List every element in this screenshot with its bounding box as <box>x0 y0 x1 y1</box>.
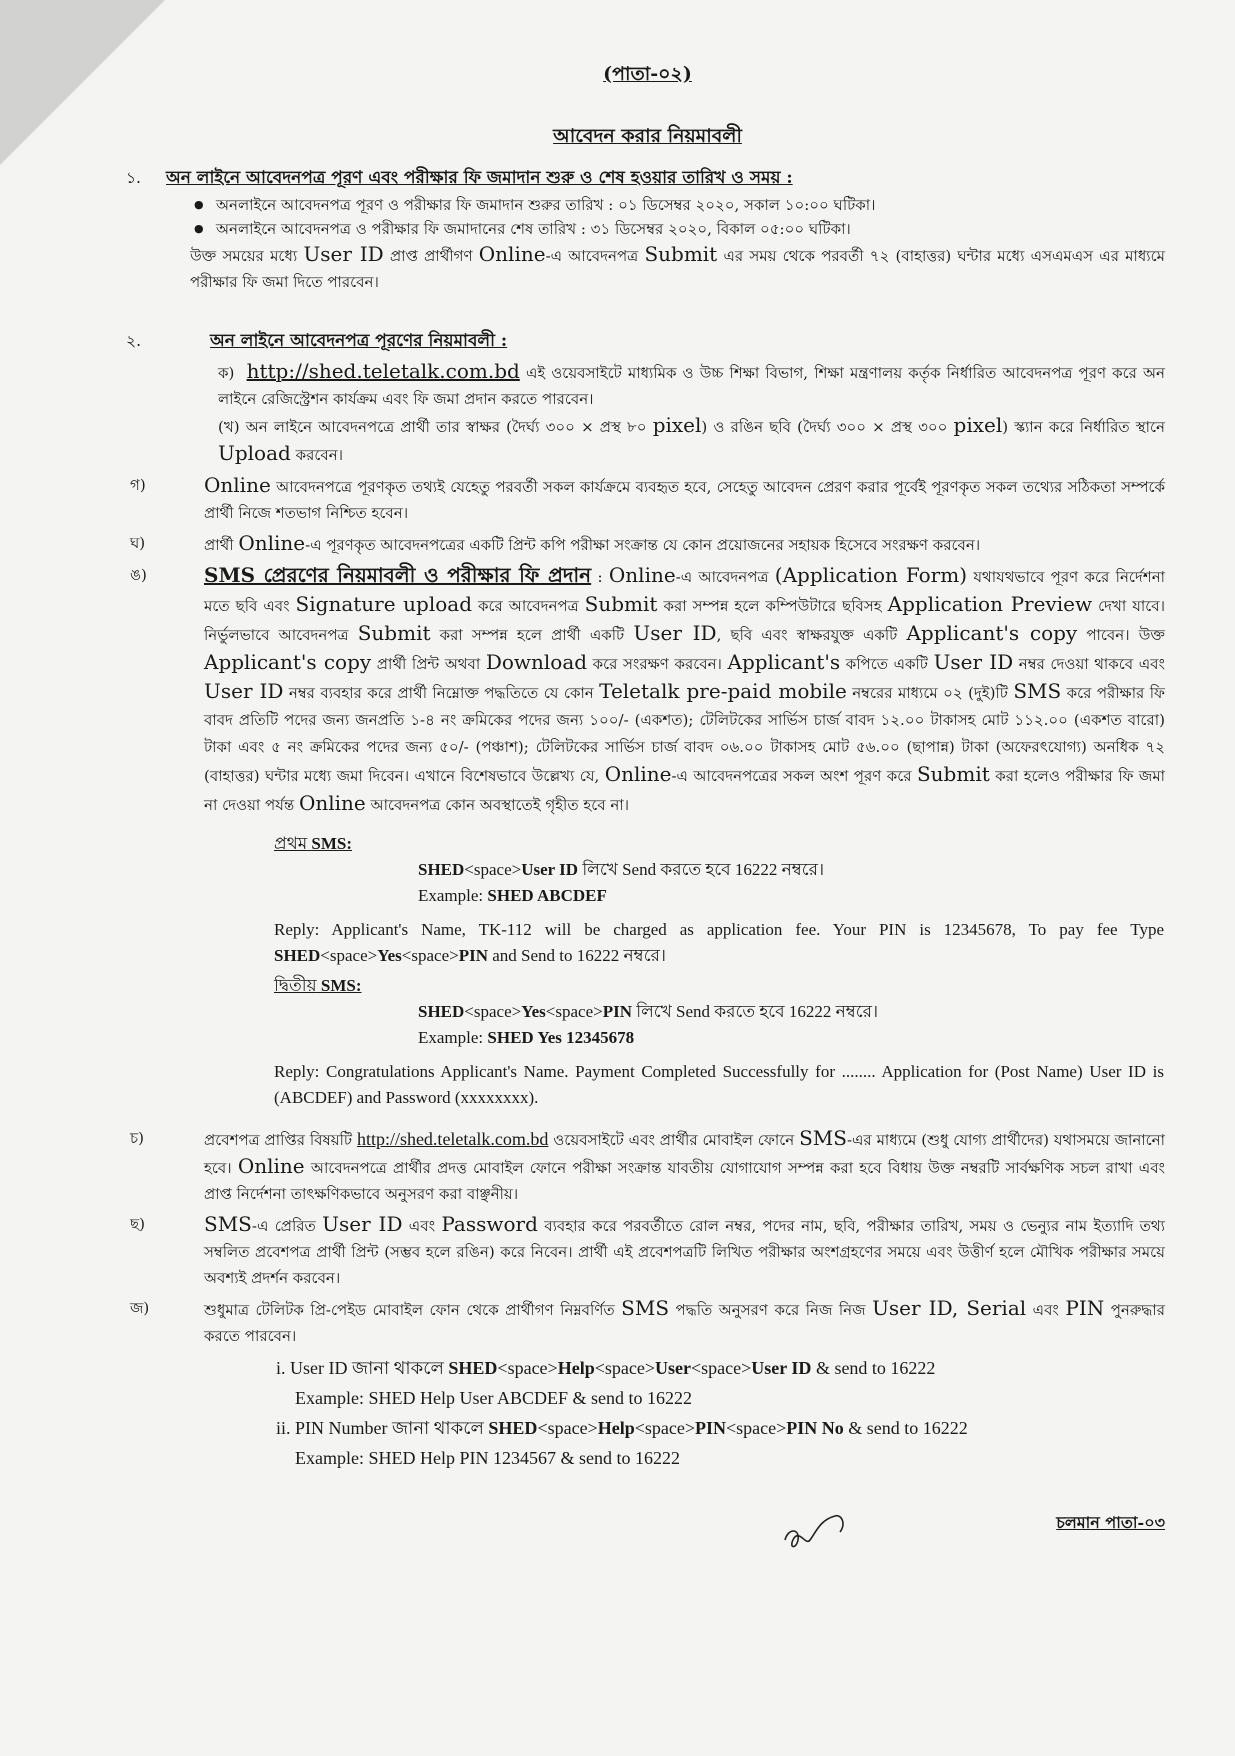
section-2 <box>126 329 1165 468</box>
item-ka <box>218 358 1165 412</box>
text: করে আবেদনপত্র <box>472 597 585 615</box>
section-2-title: অন লাইনে আবেদনপত্র পূরণের নিয়মাবলী : <box>210 331 508 351</box>
text: Yes <box>377 946 402 965</box>
text: Online <box>608 563 676 587</box>
text: নম্বর ব্যবহার করে প্রার্থী নিম্নোক্ত পদ্ধতিতে যে কোন <box>283 684 600 702</box>
text: <space> <box>690 1358 752 1378</box>
text: SHED <box>448 1358 498 1378</box>
document-title: আবেদন করার নিয়মাবলী <box>553 125 742 147</box>
item-label: জ) <box>130 1299 150 1317</box>
sms-first-block <box>130 831 1165 969</box>
text: Help <box>557 1358 595 1378</box>
website-link[interactable]: http://shed.teletalk.com.bd <box>356 1129 549 1149</box>
text: ) ও রঙিন ছবি (দৈর্ঘ্য ৩০০ × প্রস্থ ৩০০ <box>701 418 954 436</box>
text: Applicant's copy <box>204 650 372 674</box>
text: User ID <box>204 679 284 703</box>
text: প্রবেশপত্র প্রাপ্তির বিষয়টি <box>204 1131 357 1149</box>
text: <space> <box>401 946 459 965</box>
item-kha <box>218 412 1165 468</box>
sms-second-command <box>418 999 1165 1025</box>
text: Applicant's copy <box>906 621 1078 645</box>
text: SHED <box>274 946 321 965</box>
text: User ID <box>521 860 579 879</box>
text: প্রথম <box>274 834 308 853</box>
text: SMS: <box>316 976 362 995</box>
item-ga <box>130 472 1165 526</box>
text: (খ) অন লাইনে আবেদনপত্রে প্রার্থী তার স্বাক্ষর (দৈর্ঘ্য ৩০০ × প্রস্থ ৮০ <box>218 418 653 436</box>
text: -এর মাধ্যমে (শুধু যোগ্য প্রার্থীদের) যথাসময়ে জানানো হবে। <box>204 1131 1165 1177</box>
sms-first-command <box>418 857 1165 883</box>
text: SHED <box>418 1002 465 1021</box>
text: প্রার্থী প্রিন্ট অথবা <box>371 655 486 673</box>
text: প্রার্থী <box>204 536 239 554</box>
item-label: ক) <box>218 364 235 382</box>
text: এবং <box>402 1217 442 1235</box>
recovery-user-id <box>276 1353 1165 1383</box>
text: আবেদনপত্রে প্রার্থীর প্রদত্ত মোবাইল ফোনে পরীক্ষা সংক্রান্ত যাবতীয় যোগাযোগ সম্পন্ন করা হবে বিধায় উক্ত নম্বরটি সার্বক্ষণিক সচল রাখা এবং প্রাপ্ত নির্দেশনা তাৎক্ষণিকভাবে অনুসরণ করা বাঞ্ছনীয়। <box>204 1159 1165 1203</box>
sms-second-example <box>418 1025 1165 1051</box>
text: User ID <box>751 1358 812 1378</box>
text: User ID <box>303 242 384 266</box>
section-1-bullets <box>190 193 1165 241</box>
text: SMS <box>799 1126 847 1150</box>
text: SHED Yes 12345678 <box>487 1028 635 1047</box>
text: Example: <box>418 886 488 905</box>
text: Online <box>204 473 271 497</box>
website-link[interactable]: http://shed.teletalk.com.bd <box>246 359 520 383</box>
text: ওয়েবসাইটে এবং প্রার্থীর মোবাইল ফোনে <box>548 1131 800 1149</box>
text: <space> <box>726 1418 787 1438</box>
text: Online <box>298 791 366 815</box>
text: Download <box>485 650 588 674</box>
text: প্রাপ্ত প্রার্থীগণ <box>383 247 479 265</box>
text: করা সম্পন্ন হলে কম্পিউটারে ছবিসহ <box>657 597 888 615</box>
text: পুনরুদ্ধার করতে পারবেন। <box>204 1301 1165 1345</box>
section-1-title: অন লাইনে আবেদনপত্র পূরণ এবং পরীক্ষার ফি জমাদান শুরু ও শেষ হওয়ার তারিখ ও সময় : <box>166 168 793 188</box>
document-page <box>126 60 1166 1532</box>
text: <space> <box>594 1358 655 1378</box>
text: ব্যবহার করে পরবর্তীতে রোল নম্বর, পদের নাম, ছবি, পরীক্ষার তারিখ, সময় ও ভেন্যুর নাম ইত্যাদি তথ্য সম্বলিত প্রবেশপত্র প্রার্থী প্রিন্ট (সম্ভব হলে রঙিন) করে নিবেন। প্রার্থী এই প্রবেশপত্রটি লিখিত পরীক্ষার অংশগ্রহণের সময়ে এবং উত্তীর্ণ হলে মৌখিক পরীক্ষার সময়ে অবশ্যই প্রদর্শন করবেন। <box>204 1217 1165 1287</box>
text: SMS: <box>307 834 353 853</box>
text: pixel <box>953 413 1003 437</box>
text: -এ আবেদনপত্র <box>675 568 775 586</box>
text: উক্ত সময়ের মধ্যে <box>190 247 304 265</box>
text: করে পরীক্ষার ফি বাবদ প্রতিটি পদের জন্য জনপ্রতি ১-৪ নং ক্রমিকের পদের জন্য ১০০/- (একশত); টেলিটকের সার্ভিস চার্জ বাবদ ১২.০০ টাকাসহ মোট ১১২.০০ (একশত বারো) টাকা এবং ৫ নং ক্রমিকের পদের জন্য ৫০/- (পঞ্চাশ); টেলিটকের সার্ভিস চার্জ বাবদ ০৬.০০ টাকাসহ মোট ৫৬.০০ (ছাপান্ন) টাকা (অফেরৎযোগ্য) অনধিক ৭২ (বাহাত্তর) ঘন্টার মধ্যে জমা দিবেন। এখানে বিশেষভাবে উল্লেখ্য যে, <box>204 684 1165 785</box>
section-1 <box>126 166 1165 295</box>
text: Password <box>441 1212 538 1236</box>
sms-second-heading <box>274 973 1165 999</box>
text: ii. PIN Number জানা থাকলে <box>276 1418 489 1438</box>
sms-second-reply: Reply: Congratulations Applicant's Name. Payment Completed Successfully for ........ Application for (Post Name) User ID is (ABCDEF) and Password (xxxxxxxx). <box>274 1062 1164 1107</box>
bullet-end-date: ● অনলাইনে আবেদনপত্র ও পরীক্ষার ফি জমাদানের শেষ তারিখ : ৩১ ডিসেম্বর ২০২০, বিকাল ০৫:০০ ঘটিকা। <box>190 217 1165 241</box>
text: নম্বর দেওয়া থাকবে এবং <box>1013 655 1165 673</box>
text: কপিতে একটি <box>840 655 934 673</box>
section-number: ১. <box>126 169 141 187</box>
text: Online <box>478 242 546 266</box>
text: , ছবি এবং স্বাক্ষরযুক্ত একটি <box>716 626 907 644</box>
item-gha <box>130 530 1165 558</box>
text: যথাযথভাবে পূরণ করে নির্দেশনা মতে ছবি এবং <box>204 568 1165 615</box>
item-label: চ) <box>130 1129 144 1147</box>
text: <space> <box>634 1418 696 1438</box>
text: (Application Form) <box>774 563 968 587</box>
text: SHED ABCDEF <box>487 886 607 905</box>
text: এবং <box>1026 1301 1066 1319</box>
text: PIN <box>1065 1296 1105 1320</box>
text: Yes <box>521 1002 546 1021</box>
text: and Send to 16222 নম্বরে। <box>488 946 666 965</box>
text: User ID <box>633 621 717 645</box>
text: পাবেন। উক্ত <box>1077 626 1165 644</box>
sms-first-example <box>418 883 1165 909</box>
item-label: ছ) <box>130 1215 145 1233</box>
item-cha <box>130 1125 1165 1207</box>
continued-next-page: চলমান পাতা-০৩ <box>1056 1513 1165 1532</box>
text: Teletalk pre-paid mobile <box>599 679 847 703</box>
sms-first-heading <box>274 831 1165 857</box>
text: করবেন। <box>290 446 344 464</box>
text: <space> <box>537 1418 598 1438</box>
text: করে সংরক্ষণ করবেন। <box>587 655 728 673</box>
text: -এ আবেদনপত্র <box>545 247 645 265</box>
text: Online <box>237 1154 305 1178</box>
bullet-start-date: ● অনলাইনে আবেদনপত্র পূরণ ও পরীক্ষার ফি জমাদান শুরুর তারিখ : ০১ ডিসেম্বর ২০২০, সকাল ১০:০০ ঘটিকা। <box>190 193 1165 217</box>
text: আবেদনপত্রে পূরণকৃত তথ্যই যেহেতু পরবর্তী সকল কার্যক্রমে ব্যবহৃত হবে, সেহেতু আবেদন প্রেরণ করার পূর্বেই পূরণকৃত সকল তথ্যের সঠিকতা সম্পর্কে প্রার্থী নিজে শতভাগ নিশ্চিত হবেন। <box>204 478 1165 522</box>
item-umo <box>130 562 1165 819</box>
text: SHED <box>418 860 465 879</box>
text: Applicant's <box>727 650 841 674</box>
text: Reply: Applicant's Name, TK-112 will be charged as application fee. Your PIN is 12345678, To pay fee Type <box>274 920 1164 939</box>
text: User <box>655 1358 691 1378</box>
text: Example: <box>418 1028 488 1047</box>
text: & send to 16222 <box>811 1358 936 1378</box>
item-heading: SMS প্রেরণের নিয়মাবলী ও পরীক্ষার ফি প্রদান <box>204 563 592 587</box>
text: pixel <box>652 413 702 437</box>
text: এর সময় থেকে পরবর্তী ৭২ (বাহাত্তর) ঘন্টার মধ্যে এসএমএস এর মাধ্যমে পরীক্ষার ফি জমা দিতে পারবেন। <box>190 247 1165 291</box>
text: : <box>591 568 609 586</box>
text: Signature upload <box>295 592 472 616</box>
page-number: (পাতা-০২) <box>603 63 692 85</box>
text: User ID <box>322 1212 403 1236</box>
section-1-note <box>190 241 1165 295</box>
text: দেখা যাবে। নির্ভুলভাবে আবেদনপত্র <box>204 597 1165 644</box>
text: <space> <box>464 1002 522 1021</box>
text: <space> <box>320 946 378 965</box>
text: User ID, Serial <box>872 1296 1027 1320</box>
text: Submit <box>644 242 718 266</box>
text: <space> <box>464 860 522 879</box>
text: লিখে Send করতে হবে 16222 নম্বরে। <box>632 1002 879 1021</box>
text: Online <box>238 531 306 555</box>
text: PIN No <box>786 1418 844 1438</box>
text: আবেদনপত্র কোন অবস্থাতেই গৃহীত হবে না। <box>365 796 630 814</box>
text: Application Preview <box>887 592 1093 616</box>
recovery-user-id-example: Example: SHED Help User ABCDEF & send to 16222 <box>295 1388 692 1408</box>
text: User ID <box>933 650 1014 674</box>
text: করা সম্পন্ন হলে প্রার্থী একটি <box>430 626 634 644</box>
text: শুধুমাত্র টেলিটক প্রি-পেইড মোবাইল ফোন থেকে প্রার্থীগণ নিম্নবর্ণিত <box>204 1301 622 1319</box>
text: SMS <box>204 1212 252 1236</box>
text: -এ আবেদনপত্রের সকল অংশ পূরণ করে <box>671 767 917 785</box>
text: SMS <box>621 1296 670 1320</box>
text: এই ওয়েবসাইটে মাধ্যমিক ও উচ্চ শিক্ষা বিভাগ, শিক্ষা মন্ত্রণালয় কর্তৃক নির্ধারিত আবেদনপত্র পূরণ করে অন লাইনে রেজিস্ট্রেশন কার্যক্রম এবং ফি জমা প্রদান করতে পারবেন। <box>218 364 1165 408</box>
text: Submit <box>584 592 658 616</box>
item-label: ঙ) <box>130 566 147 584</box>
text: PIN <box>695 1418 727 1438</box>
text: দ্বিতীয় <box>274 976 317 995</box>
sms-first-reply <box>274 917 1164 969</box>
item-label: ঘ) <box>130 534 146 552</box>
text: <space> <box>497 1358 558 1378</box>
text: PIN <box>458 946 489 965</box>
recovery-pin-example: Example: SHED Help PIN 1234567 & send to 16222 <box>295 1448 680 1468</box>
item-ja <box>130 1295 1165 1349</box>
text: করা হলেও পরীক্ষার ফি জমা না দেওয়া পর্যন্ত <box>204 767 1166 814</box>
text: <space> <box>545 1002 603 1021</box>
text: Submit <box>357 621 431 645</box>
text: নম্বরের মাধ্যমে ০২ (দুই)টি <box>846 684 1014 702</box>
text: -এ পূরণকৃত আবেদনপত্রের একটি প্রিন্ট কপি পরীক্ষা সংক্রান্ত যে কোন প্রয়োজনের সহায়ক হিসেবে সংরক্ষণ করবেন। <box>305 536 981 554</box>
sms-second-block <box>130 973 1165 1111</box>
section-number: ২. <box>126 332 142 350</box>
text: ) স্ক্যান করে নির্ধারিত স্থানে <box>1002 418 1165 436</box>
text: Help <box>597 1418 635 1438</box>
text: & send to 16222 <box>843 1418 968 1438</box>
signature-mark <box>780 1510 850 1555</box>
text: i. User ID জানা থাকলে <box>276 1358 449 1378</box>
text: PIN <box>602 1002 633 1021</box>
text: Submit <box>916 762 990 786</box>
text: Online <box>604 762 672 786</box>
text: Upload <box>218 441 291 465</box>
item-chha <box>130 1211 1165 1291</box>
item-label: গ) <box>130 476 146 494</box>
recovery-pin <box>276 1413 1165 1443</box>
text: লিখে Send করতে হবে 16222 নম্বরে। <box>578 860 825 879</box>
text: পদ্ধতি অনুসরণ করে নিজ নিজ <box>669 1301 873 1319</box>
text: SHED <box>488 1418 538 1438</box>
text: -এ প্রেরিত <box>251 1217 323 1235</box>
text: SMS <box>1013 679 1062 703</box>
